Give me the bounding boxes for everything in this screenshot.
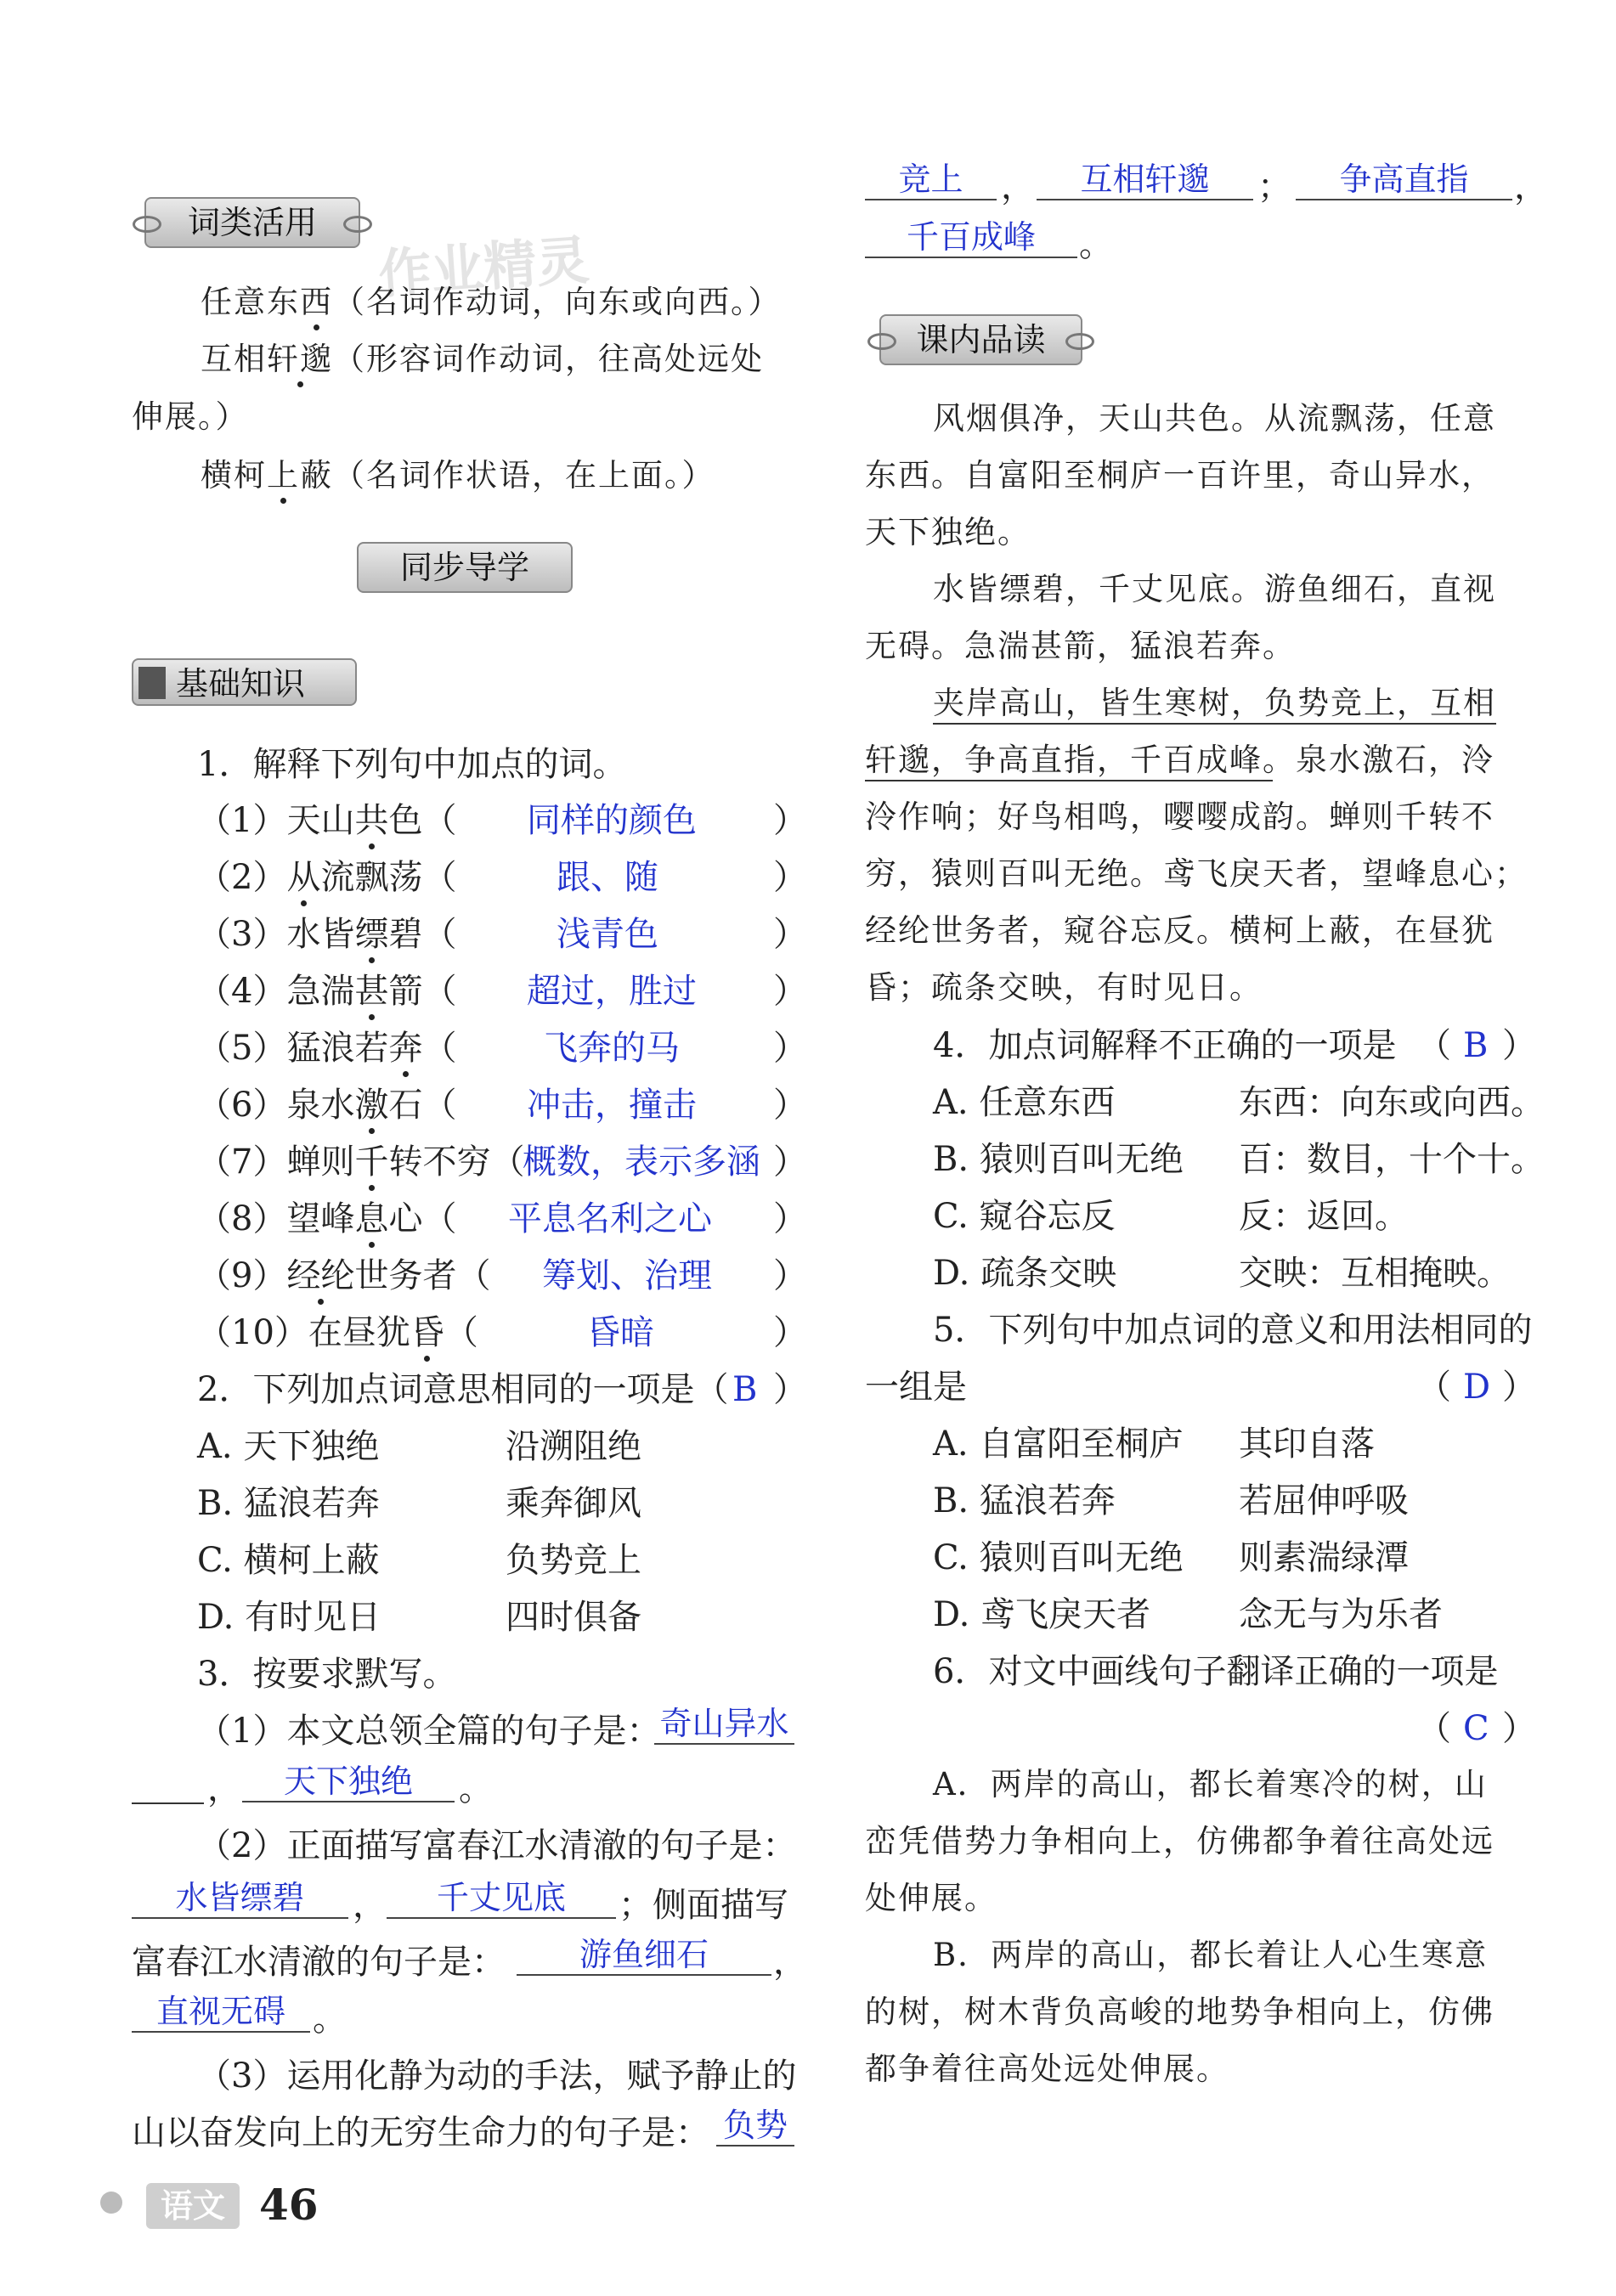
q3-p3-ans1: 负势 [716, 2106, 794, 2147]
q1-item-7: （7）蝉则千转不穷（ [197, 1142, 525, 1182]
q1-item-10: （10）在昼犹昏（ [197, 1313, 478, 1352]
q6-opt-b-2: 的树，树木背负高峻的地势争相向上，仿佛 [865, 1994, 1495, 2030]
q6-answer: C [1463, 1709, 1489, 1748]
q3-p2-ans4: 直视无碍 [132, 1992, 310, 2033]
q1-item-1: （1）天山共色（ [197, 801, 457, 840]
q3-p2-period: 。 [313, 2000, 347, 2039]
q2-opt-d2: 四时俱备 [506, 1598, 641, 1637]
q1-stem: 1．解释下列句中加点的词。 [197, 745, 627, 784]
page-number: 46 [259, 2180, 319, 2230]
q1-close-9: ） [773, 1256, 807, 1295]
q2-opt-b2: 乘奔御风 [506, 1484, 641, 1523]
q1-close-1: ） [773, 801, 807, 840]
q3-p2-comma2: ， [773, 1943, 807, 1982]
q1-close-3: ） [773, 915, 807, 954]
passage-line-9: 穷，猿则百叫无绝。鸢飞戾天者，望峰息心； [865, 855, 1528, 892]
q5-opt-d: D. 鸢飞戾天者 [933, 1595, 1151, 1634]
q6-close: ） [1502, 1709, 1536, 1748]
q5-opt-b: B. 猛浪若奔 [933, 1481, 1116, 1520]
q2-answer: B [732, 1370, 758, 1409]
q3-p2-ans2: 千丈见底 [387, 1878, 616, 1919]
passage-underline-7 [865, 780, 1273, 781]
q1-item-5: （5）猛浪若奔（ [197, 1029, 457, 1068]
q3-p3-ans3: 互相轩邈 [1037, 160, 1253, 200]
q4-opt-a: A. 任意东西 [933, 1083, 1116, 1122]
scroll-left-icon [133, 216, 161, 233]
q3-p3-ans4: 争高直指 [1296, 160, 1512, 200]
passage-line-7: 轩邈，争高直指，千百成峰。泉水激石，泠 [865, 742, 1495, 778]
q3-p1-comma: ， [207, 1769, 241, 1808]
section-kenei-title: 课内品读 [916, 321, 1046, 358]
q5-stem-2: 一组是 [865, 1368, 967, 1407]
q1-ans-10: 昏暗 [586, 1313, 654, 1352]
section-cilei-title: 词类活用 [187, 204, 317, 241]
q4-stem: 4．加点词解释不正确的一项是 [933, 1026, 1397, 1065]
q4-opt-b: B. 猿则百叫无绝 [933, 1140, 1184, 1179]
q1-close-5: ） [773, 1029, 807, 1068]
q2-opt-a2: 沿溯阻绝 [506, 1427, 641, 1466]
section-jichu-banner [132, 658, 357, 706]
q3-p3-comma1: ， [1001, 167, 1035, 206]
q6-open: （ [1417, 1709, 1451, 1748]
section-kenei-banner [879, 314, 1082, 365]
q3-p3-text1: （3）运用化静为动的手法，赋予静止的 [197, 2056, 797, 2096]
q1-close-8: ） [773, 1199, 807, 1238]
q3-p2-text2: ；侧面描写 [619, 1886, 788, 1925]
q1-item-3: （3）水皆缥碧（ [197, 915, 457, 954]
q3-p2-comma: ， [353, 1886, 387, 1925]
q4-answer: B [1463, 1026, 1489, 1065]
section-jichu-title: 基础知识 [176, 665, 306, 702]
q6-opt-a-3: 处伸展。 [865, 1880, 997, 1916]
passage-line-4: 水皆缥碧，千丈见底。游鱼细石，直视 [933, 571, 1496, 607]
q2-opt-d: D. 有时见日 [197, 1598, 381, 1637]
q5-opt-c: C. 猿则百叫无绝 [933, 1538, 1184, 1577]
section-tongbu-banner [357, 542, 573, 593]
q1-item-2: （2）从流飘荡（ [197, 858, 457, 897]
q1-ans-1: 同样的颜色 [527, 801, 697, 840]
q3-p2-ans1: 水皆缥碧 [132, 1878, 348, 1919]
q2-opt-c: C. 横柯上蔽 [197, 1541, 380, 1580]
passage-line-2: 东西。自富阳至桐庐一百许里，奇山异水， [865, 457, 1495, 494]
q4-opt-c: C. 窥谷忘反 [933, 1197, 1116, 1236]
q5-opt-d2: 念无与为乐者 [1239, 1595, 1443, 1634]
q3-p2-ans3: 游鱼细石 [517, 1935, 771, 1976]
q4-opt-d2: 交映：互相掩映。 [1239, 1254, 1511, 1293]
scroll-right-icon [343, 216, 372, 233]
q3-p1-text: （1）本文总领全篇的句子是： [197, 1712, 661, 1751]
q6-opt-a-1: A．两岸的高山，都长着寒冷的树，山 [933, 1766, 1488, 1802]
footer-dot-icon [100, 2192, 122, 2214]
q2-opt-a: A. 天下独绝 [197, 1427, 380, 1466]
q6-opt-a-2: 峦凭借势力争相向上，仿佛都争着往高处远 [865, 1823, 1495, 1859]
passage-line-5: 无碍。急湍甚箭，猛浪若奔。 [865, 628, 1296, 664]
q2-close: ） [773, 1370, 807, 1409]
q1-item-9: （9）经纶世务者（ [197, 1256, 491, 1295]
q5-opt-a2: 其印自落 [1239, 1424, 1375, 1464]
q3-p3-text2: 山以奋发向上的无穷生命力的句子是： [132, 2113, 709, 2152]
q1-ans-7: 概数，表示多涵 [523, 1142, 760, 1182]
watermark: 作业精灵 [376, 228, 591, 306]
q5-close: ） [1502, 1368, 1536, 1407]
q1-ans-6: 冲击，撞击 [527, 1086, 697, 1125]
section-cilei-banner [144, 197, 360, 248]
q1-close-4: ） [773, 972, 807, 1011]
q5-open: （ [1417, 1368, 1451, 1407]
passage-line-11: 昏；疏条交映，有时见日。 [865, 969, 1263, 1006]
q6-opt-b-1: B．两岸的高山，都长着让人心生寒意 [933, 1937, 1489, 1973]
q2-opt-c2: 负势竞上 [506, 1541, 641, 1580]
q1-ans-8: 平息名利之心 [508, 1199, 712, 1238]
q1-ans-5: 飞奔的马 [544, 1029, 680, 1068]
q4-close: ） [1502, 1026, 1536, 1065]
q4-opt-d: D. 疏条交映 [933, 1254, 1117, 1293]
q1-ans-4: 超过，胜过 [527, 972, 697, 1011]
cilei-item-2: 互相轩邈（形容词作动词，往高处远处 [201, 341, 764, 377]
cilei-item-2-cont: 伸展。） [132, 398, 249, 435]
q3-p1-ans1: 奇山异水 [654, 1704, 794, 1745]
cilei-item-1: 任意东西（名词作动词，向东或向西。） [201, 284, 782, 320]
passage-line-3: 天下独绝。 [865, 514, 1031, 550]
q6-opt-b-3: 都争着往高处远处伸展。 [865, 2051, 1229, 2087]
q3-p3-ans2: 竞上 [865, 160, 997, 200]
q3-p1-period: 。 [459, 1769, 493, 1808]
q3-p3-period: 。 [1079, 225, 1113, 264]
scroll-right-icon-2 [1065, 333, 1094, 350]
q5-answer: D [1463, 1368, 1491, 1407]
passage-line-6: 夹岸高山，皆生寒树，负势竞上，互相 [933, 684, 1496, 725]
q1-ans-9: 筹划、治理 [542, 1256, 712, 1295]
grid-icon [138, 667, 166, 699]
passage-line-8: 泠作响；好鸟相鸣，嘤嘤成韵。蝉则千转不 [865, 798, 1495, 835]
footer-subject: 语文 [146, 2183, 240, 2229]
q3-p2-text3: 富春江水清澈的句子是： [132, 1943, 506, 1982]
q3-p3-semicolon: ； [1257, 167, 1291, 206]
q3-p3-comma2: ， [1514, 167, 1548, 206]
q3-stem: 3．按要求默写。 [197, 1655, 457, 1694]
section-tongbu-title: 同步导学 [399, 549, 529, 586]
q1-item-6: （6）泉水激石（ [197, 1086, 457, 1125]
q5-opt-a: A. 自富阳至桐庐 [933, 1424, 1184, 1464]
scroll-left-icon-2 [867, 333, 896, 350]
q5-stem-1: 5．下列句中加点词的意义和用法相同的 [933, 1311, 1533, 1350]
q1-close-7: ） [773, 1142, 807, 1182]
passage-line-10: 经纶世务者，窥谷忘反。横柯上蔽，在昼犹 [865, 912, 1495, 949]
q2-opt-b: B. 猛浪若奔 [197, 1484, 380, 1523]
cilei-item-3: 横柯上蔽（名词作状语，在上面。） [201, 457, 715, 494]
q3-p2-text: （2）正面描写富春江水清澈的句子是： [197, 1826, 797, 1865]
q1-close-10: ） [773, 1313, 807, 1352]
q3-p1-ans2: 天下独绝 [242, 1762, 455, 1802]
q1-ans-2: 跟、随 [557, 858, 658, 897]
q1-item-8: （8）望峰息心（ [197, 1199, 457, 1238]
q1-close-2: ） [773, 858, 807, 897]
q5-opt-c2: 则素湍绿潭 [1239, 1538, 1409, 1577]
q4-open: （ [1417, 1026, 1451, 1065]
q2-stem: 2．下列加点词意思相同的一项是（ [197, 1370, 729, 1409]
q1-close-6: ） [773, 1086, 807, 1125]
q1-item-4: （4）急湍甚箭（ [197, 972, 457, 1011]
q3-p3-ans5: 千百成峰 [865, 217, 1077, 258]
q3-p1-blank-lead [132, 1802, 204, 1804]
q4-opt-b2: 百：数目，十个十。 [1239, 1140, 1545, 1179]
q4-opt-a2: 东西：向东或向西。 [1239, 1083, 1545, 1122]
q5-opt-b2: 若屈伸呼吸 [1239, 1481, 1409, 1520]
q1-ans-3: 浅青色 [557, 915, 658, 954]
q6-stem: 6．对文中画线句子翻译正确的一项是 [933, 1652, 1499, 1691]
passage-line-1: 风烟俱净，天山共色。从流飘荡，任意 [933, 400, 1496, 437]
q4-opt-c2: 反：返回。 [1239, 1197, 1409, 1236]
